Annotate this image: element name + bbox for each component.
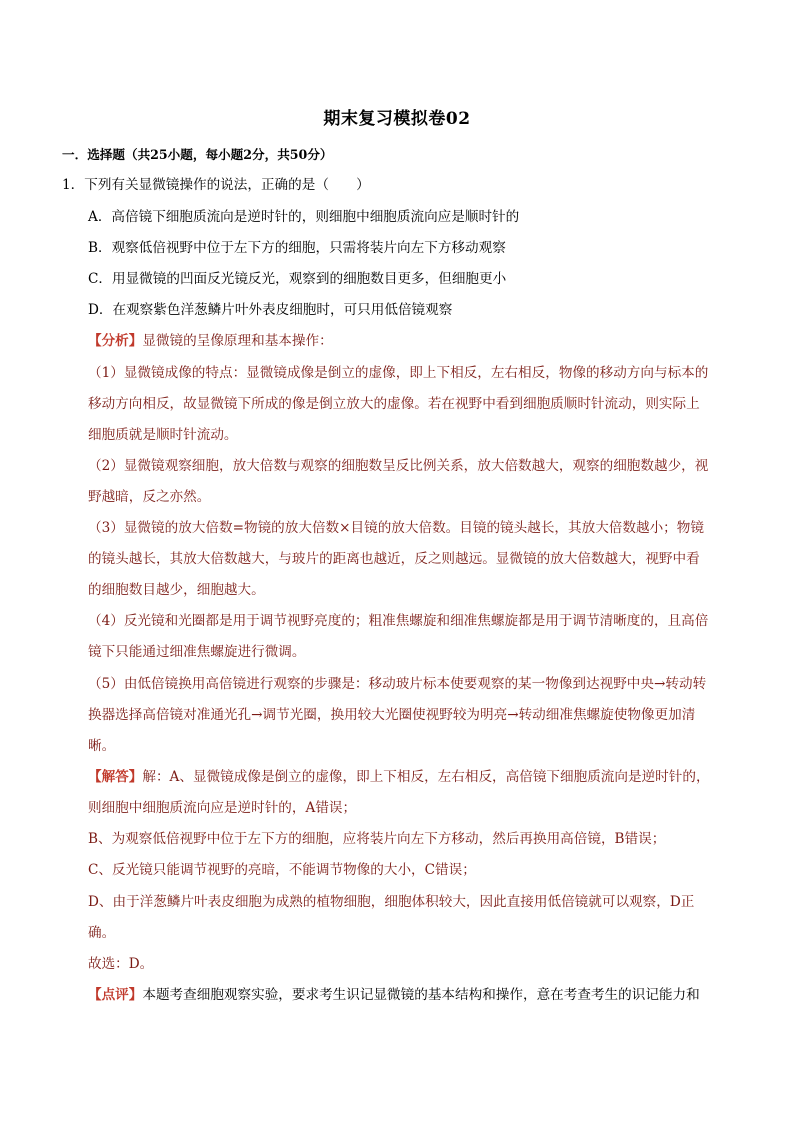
analysis-line: 镜下只能通过细准焦螺旋进行微调。 — [88, 644, 306, 660]
analysis-line: 换器选择高倍镜对准通光孔→调节光圈，换用较大光圈使视野较为明亮→转动细准焦螺旋使物像更加清 — [88, 707, 696, 723]
analysis-line: （2）显微镜观察细胞，放大倍数与观察的细胞数呈反比例关系，放大倍数越大，观察的细胞数越少，视 — [88, 458, 709, 474]
section-heading: 一．选择题（共25小题，每小题2分，共50分） — [62, 147, 333, 162]
analysis-header — [88, 332, 333, 350]
analysis-line: 晰。 — [88, 738, 116, 754]
comment-header — [88, 986, 700, 1004]
analysis-line: 野越暗，反之亦然。 — [88, 489, 211, 505]
answer-choice: 故选：D。 — [88, 956, 154, 972]
question-stem: 1．下列有关显微镜操作的说法，正确的是（ ） — [62, 177, 370, 193]
analysis-line: 的细胞数目越少，细胞越大。 — [88, 582, 265, 598]
analysis-line: （4）反光镜和光圈都是用于调节视野亮度的；粗准焦螺旋和细准焦螺旋都是用于调节清晰度的，且高倍 — [88, 613, 709, 629]
analysis-label: 【分析】 — [88, 333, 143, 349]
answer-line: C、反光镜只能调节视野的亮暗，不能调节物像的大小，C错误； — [88, 862, 476, 878]
analysis-line: （1）显微镜成像的特点：显微镜成像是倒立的虚像，即上下相反，左右相反，物像的移动方向与标本的 — [88, 365, 709, 381]
answer-line: 则细胞中细胞质流向应是逆时针的，A错误； — [88, 800, 357, 816]
analysis-line: 细胞质就是顺时针流动。 — [88, 427, 238, 443]
analysis-line: 的镜头越长，其放大倍数越大，与玻片的距离也越近，反之则越远。显微镜的放大倍数越大，视野中看 — [88, 551, 700, 567]
option-c: C．用显微镜的凹面反光镜反光，观察到的细胞数目更多，但细胞更小 — [88, 271, 507, 287]
comment-label: 【点评】 — [88, 987, 143, 1003]
answer-first-line: 解：A、显微镜成像是倒立的虚像，即上下相反，左右相反，高倍镜下细胞质流向是逆时针的， — [142, 769, 710, 785]
answer-line: 确。 — [88, 925, 116, 941]
analysis-line: （5）由低倍镜换用高倍镜进行观察的步骤是：移动玻片标本使要观察的某一物像到达视野中央→转动转 — [88, 676, 707, 692]
answer-line: D、由于洋葱鳞片叶表皮细胞为成熟的植物细胞，细胞体积较大，因此直接用低倍镜就可以观察，D正 — [88, 894, 695, 910]
page-title: 期末复习模拟卷02 — [323, 109, 471, 129]
analysis-line: 移动方向相反，故显微镜下所成的像是倒立放大的虚像。若在视野中看到细胞质顺时针流动，则实际上 — [88, 396, 700, 412]
answer-label: 【解答】 — [88, 769, 143, 785]
option-b: B．观察低倍视野中位于左下方的细胞，只需将装片向左下方移动观察 — [88, 240, 506, 256]
answer-header — [88, 768, 710, 786]
analysis-line: （3）显微镜的放大倍数=物镜的放大倍数×目镜的放大倍数。目镜的镜头越长，其放大倍数越小；物镜 — [88, 520, 704, 536]
option-d: D．在观察紫色洋葱鳞片叶外表皮细胞时，可只用低倍镜观察 — [88, 302, 453, 318]
option-a: A．高倍镜下细胞质流向是逆时针的，则细胞中细胞质流向应是顺时针的 — [88, 209, 520, 225]
comment-text: 本题考查细胞观察实验，要求考生识记显微镜的基本结构和操作，意在考查考生的识记能力和 — [142, 987, 700, 1003]
analysis-intro: 显微镜的呈像原理和基本操作： — [142, 333, 333, 349]
answer-line: B、为观察低倍视野中位于左下方的细胞，应将装片向左下方移动，然后再换用高倍镜，B错误； — [88, 831, 666, 847]
